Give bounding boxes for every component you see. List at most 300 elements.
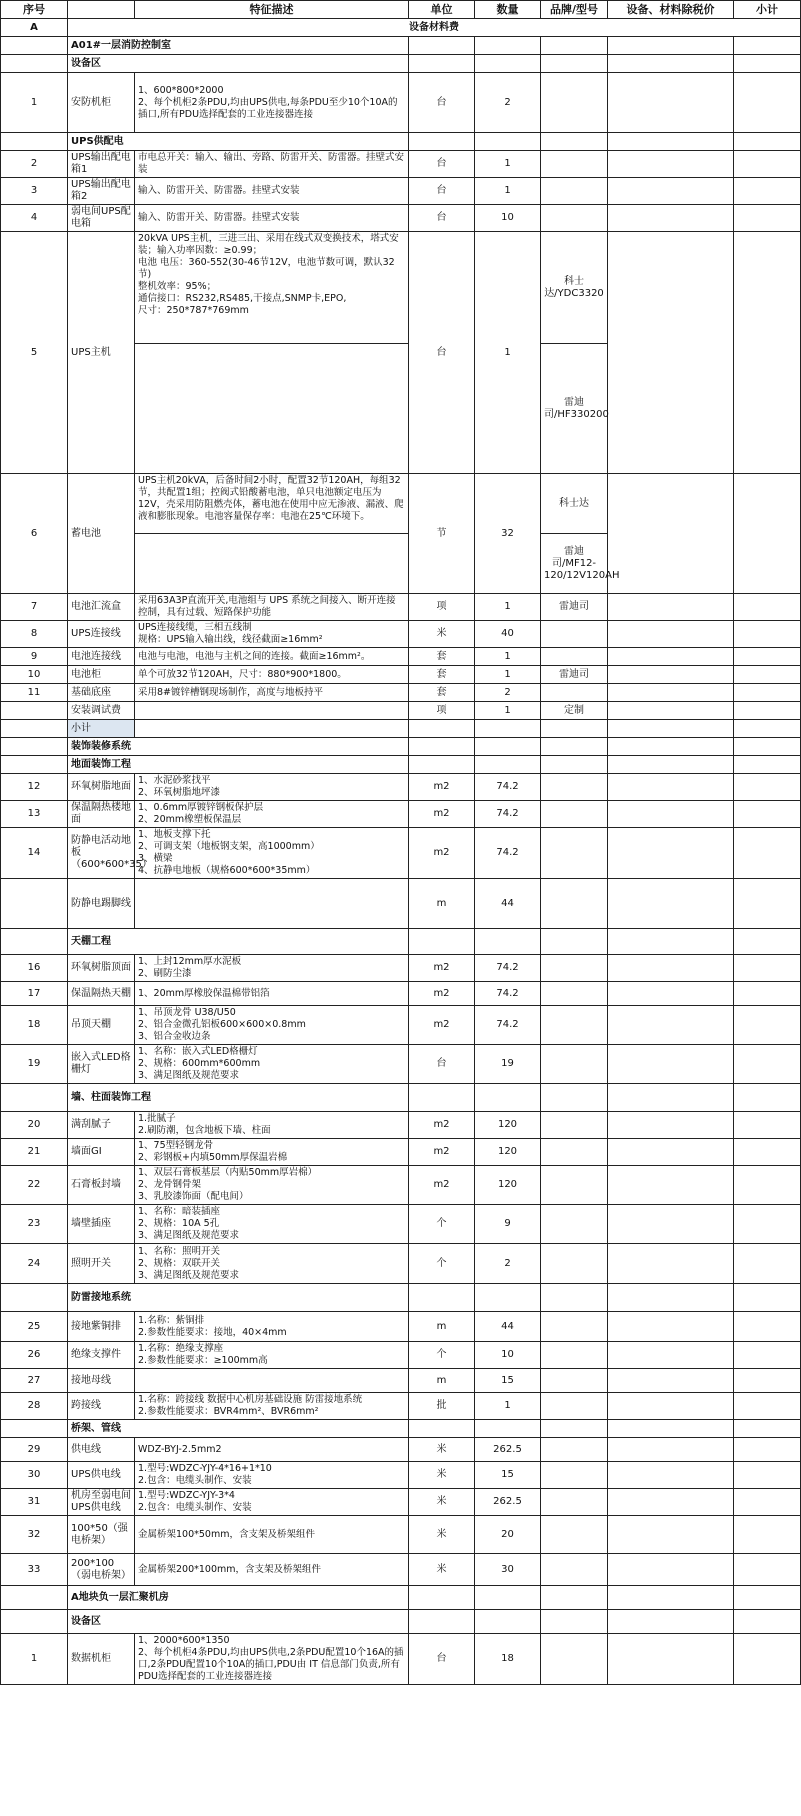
item-qty: 2 <box>475 73 541 133</box>
item-unit: 节 <box>409 474 475 594</box>
group-title: A01#一层消防控制室 <box>68 37 409 55</box>
item-brand <box>541 684 608 702</box>
empty-cell <box>734 929 801 955</box>
empty-cell <box>475 1586 541 1610</box>
item-unit: 米 <box>409 1438 475 1462</box>
item-subtotal <box>734 1045 801 1084</box>
item-qty: 120 <box>475 1139 541 1166</box>
item-qty: 2 <box>475 684 541 702</box>
item-unit: 台 <box>409 151 475 178</box>
item-subtotal <box>734 1342 801 1369</box>
item-unit: 米 <box>409 1489 475 1516</box>
empty-cell <box>409 756 475 774</box>
table-row <box>1 1139 801 1166</box>
item-no: 9 <box>1 648 68 666</box>
item-no: 18 <box>1 1006 68 1045</box>
table-body <box>1 19 801 1685</box>
item-no: 30 <box>1 1462 68 1489</box>
empty-cell <box>608 133 734 151</box>
table-row <box>1 1369 801 1393</box>
item-brand <box>541 151 608 178</box>
group-header-row <box>1 929 801 955</box>
item-brand <box>541 1166 608 1205</box>
item-qty: 74.2 <box>475 955 541 982</box>
item-qty: 74.2 <box>475 774 541 801</box>
item-subtotal <box>734 955 801 982</box>
empty-cell <box>734 1284 801 1312</box>
section-title: 设备材料费 <box>68 19 801 37</box>
group-blank <box>1 1586 68 1610</box>
item-subtotal <box>734 1139 801 1166</box>
item-name: 照明开关 <box>68 1244 135 1284</box>
group-title: 装饰装修系统 <box>68 738 409 756</box>
empty-cell <box>409 1084 475 1112</box>
item-brand <box>541 205 608 232</box>
item-price <box>608 1244 734 1284</box>
item-no: 5 <box>1 232 68 474</box>
item-desc <box>135 1369 409 1393</box>
table-row <box>1 1205 801 1244</box>
empty-cell <box>475 1284 541 1312</box>
item-no: 32 <box>1 1516 68 1554</box>
item-subtotal <box>734 684 801 702</box>
section-row <box>1 19 801 37</box>
empty-cell <box>608 37 734 55</box>
table-row <box>1 474 801 534</box>
item-unit: m2 <box>409 801 475 828</box>
item-price <box>608 232 734 474</box>
table-row <box>1 879 801 929</box>
item-no: 1 <box>1 73 68 133</box>
item-price <box>608 1438 734 1462</box>
item-no: 3 <box>1 178 68 205</box>
item-qty: 120 <box>475 1112 541 1139</box>
item-brand <box>541 1312 608 1342</box>
item-qty: 120 <box>475 1166 541 1205</box>
item-unit: 台 <box>409 1045 475 1084</box>
item-no: 28 <box>1 1393 68 1420</box>
item-qty: 18 <box>475 1634 541 1685</box>
item-desc: 电池与电池，电池与主机之间的连接。截面≥16mm²。 <box>135 648 409 666</box>
empty-cell <box>541 1084 608 1112</box>
item-subtotal <box>734 205 801 232</box>
item-no: 20 <box>1 1112 68 1139</box>
empty-cell <box>541 738 608 756</box>
table-row <box>1 1393 801 1420</box>
item-qty: 262.5 <box>475 1489 541 1516</box>
empty-cell <box>475 37 541 55</box>
item-no: 10 <box>1 666 68 684</box>
item-qty: 19 <box>475 1045 541 1084</box>
table-row <box>1 1489 801 1516</box>
item-no: 24 <box>1 1244 68 1284</box>
item-price <box>608 205 734 232</box>
item-unit: 项 <box>409 594 475 621</box>
item-unit: 个 <box>409 1205 475 1244</box>
item-no: 14 <box>1 828 68 879</box>
item-price <box>608 1393 734 1420</box>
item-qty: 74.2 <box>475 801 541 828</box>
item-no: 22 <box>1 1166 68 1205</box>
empty-cell <box>475 756 541 774</box>
item-no: 12 <box>1 774 68 801</box>
item-subtotal <box>734 648 801 666</box>
table-row <box>1 1166 801 1205</box>
table-row <box>1 205 801 232</box>
item-subtotal <box>734 1393 801 1420</box>
empty-cell <box>734 37 801 55</box>
item-desc: 1、名称：暗装插座 2、规格：10A 5孔 3、满足图纸及规范要求 <box>135 1205 409 1244</box>
item-subtotal <box>734 801 801 828</box>
empty-cell <box>734 1420 801 1438</box>
item-subtotal <box>734 474 801 594</box>
table-row <box>1 1438 801 1462</box>
item-no: 23 <box>1 1205 68 1244</box>
item-subtotal <box>734 594 801 621</box>
item-price <box>608 828 734 879</box>
item-desc: 输入、防雷开关、防雷器。挂壁式安装 <box>135 178 409 205</box>
item-brand <box>541 1244 608 1284</box>
empty-cell <box>409 133 475 151</box>
item-price <box>608 1045 734 1084</box>
table-row <box>1 684 801 702</box>
empty-cell <box>135 720 409 738</box>
item-no: 11 <box>1 684 68 702</box>
item-unit: m2 <box>409 1166 475 1205</box>
empty-cell <box>409 1420 475 1438</box>
group-header-row <box>1 55 801 73</box>
item-desc: WDZ-BYJ-2.5mm2 <box>135 1438 409 1462</box>
table-row <box>1 1045 801 1084</box>
item-desc: 20kVA UPS主机，三进三出、采用在线式双变换技术，塔式安装；输入功率因数：≥0.99； 电池 电压：360-552(30-46节12V，电池节数可调，默认32节) 整机效率：95%； 通信接口：RS232,RS485,干接点,SNMP卡,EPO, 尺寸：250*787*769mm <box>135 232 409 344</box>
group-title: 天棚工程 <box>68 929 409 955</box>
item-desc: 金属桥架100*50mm，含支架及桥架组件 <box>135 1516 409 1554</box>
item-price <box>608 1342 734 1369</box>
item-no: 8 <box>1 621 68 648</box>
item-qty: 40 <box>475 621 541 648</box>
empty-cell <box>475 133 541 151</box>
item-unit: 项 <box>409 702 475 720</box>
item-brand <box>541 1634 608 1685</box>
item-subtotal <box>734 1438 801 1462</box>
item-name: 安防机柜 <box>68 73 135 133</box>
item-unit: 批 <box>409 1393 475 1420</box>
item-price <box>608 879 734 929</box>
table-row <box>1 1244 801 1284</box>
section-no: A <box>1 19 68 37</box>
item-qty: 15 <box>475 1462 541 1489</box>
item-desc: 1.型号:WDZC-YJY-4*16+1*10 2.包含：电缆头制作、安装 <box>135 1462 409 1489</box>
item-qty: 1 <box>475 178 541 205</box>
item-subtotal <box>734 178 801 205</box>
item-desc-continued <box>135 344 409 474</box>
item-subtotal <box>734 1369 801 1393</box>
item-no: 25 <box>1 1312 68 1342</box>
item-qty: 10 <box>475 1342 541 1369</box>
item-subtotal <box>734 1554 801 1586</box>
item-unit: 米 <box>409 621 475 648</box>
empty-cell <box>608 756 734 774</box>
table-row <box>1 1554 801 1586</box>
group-blank <box>1 738 68 756</box>
item-qty: 1 <box>475 594 541 621</box>
item-unit: m2 <box>409 828 475 879</box>
item-price <box>608 1516 734 1554</box>
item-brand: 定制 <box>541 702 608 720</box>
item-unit: 个 <box>409 1342 475 1369</box>
item-price <box>608 1462 734 1489</box>
group-header-row <box>1 1420 801 1438</box>
item-unit: 台 <box>409 1634 475 1685</box>
group-title: 桥架、管线 <box>68 1420 409 1438</box>
item-unit: 台 <box>409 232 475 474</box>
group-header-row <box>1 133 801 151</box>
item-desc: 市电总开关：输入、输出、旁路、防雷开关、防雷器。挂壁式安装 <box>135 151 409 178</box>
item-subtotal <box>734 702 801 720</box>
item-no: 2 <box>1 151 68 178</box>
item-no: 6 <box>1 474 68 594</box>
item-subtotal <box>734 232 801 474</box>
item-brand <box>541 621 608 648</box>
table-row <box>1 774 801 801</box>
item-name: 防静电踢脚线 <box>68 879 135 929</box>
item-name: 防静电活动地板（600*600*35） <box>68 828 135 879</box>
item-desc: 1、0.6mm厚镀锌钢板保护层 2、20mm橡塑板保温层 <box>135 801 409 828</box>
group-header-row <box>1 1084 801 1112</box>
item-price <box>608 684 734 702</box>
subtotal-label: 小计 <box>68 720 135 738</box>
item-qty: 44 <box>475 879 541 929</box>
table-row <box>1 828 801 879</box>
item-name: 200*100（弱电桥架） <box>68 1554 135 1586</box>
table-row <box>1 594 801 621</box>
item-qty: 262.5 <box>475 1438 541 1462</box>
item-desc: 1、2000*600*1350 2、每个机柜4条PDU,均由UPS供电,2条PDU配置10个16A的插口,2条PDU配置10个10A的插口,PDU由 IT 信息部门负责,所有PDU选择配套的工业连接器连接 <box>135 1634 409 1685</box>
item-unit: 台 <box>409 178 475 205</box>
header-qty: 数量 <box>475 1 541 19</box>
item-name: 数据机柜 <box>68 1634 135 1685</box>
item-unit: m2 <box>409 1139 475 1166</box>
item-name: UPS主机 <box>68 232 135 474</box>
item-brand <box>541 1393 608 1420</box>
item-name: 100*50（强电桥架） <box>68 1516 135 1554</box>
item-price <box>608 774 734 801</box>
item-desc: 金属桥架200*100mm，含支架及桥架组件 <box>135 1554 409 1586</box>
item-name: 环氧树脂地面 <box>68 774 135 801</box>
empty-cell <box>608 929 734 955</box>
item-price <box>608 702 734 720</box>
empty-cell <box>608 1420 734 1438</box>
empty-cell <box>734 1586 801 1610</box>
item-unit: 米 <box>409 1516 475 1554</box>
group-title: 防雷接地系统 <box>68 1284 409 1312</box>
group-blank <box>1 1420 68 1438</box>
empty-cell <box>475 1420 541 1438</box>
item-name: 保温隔热天棚 <box>68 982 135 1006</box>
empty-cell <box>475 720 541 738</box>
table-row <box>1 955 801 982</box>
item-name: 环氧树脂顶面 <box>68 955 135 982</box>
item-desc: 1、双层石膏板基层（内贴50mm厚岩棉） 2、龙骨钢骨架 3、乳胶漆饰面（配电间） <box>135 1166 409 1205</box>
item-brand-2: 雷迪司/MF12-120/12V120AH <box>541 534 608 594</box>
group-title: UPS供配电 <box>68 133 409 151</box>
table-row <box>1 702 801 720</box>
empty-cell <box>608 720 734 738</box>
empty-cell <box>409 1586 475 1610</box>
item-price <box>608 666 734 684</box>
item-qty: 9 <box>475 1205 541 1244</box>
item-unit: m2 <box>409 1112 475 1139</box>
item-subtotal <box>734 879 801 929</box>
item-desc: 单个可放32节120AH，尺寸：880*900*1800。 <box>135 666 409 684</box>
item-name: 嵌入式LED格栅灯 <box>68 1045 135 1084</box>
item-brand <box>541 1139 608 1166</box>
item-price <box>608 648 734 666</box>
item-no <box>1 879 68 929</box>
item-qty: 74.2 <box>475 828 541 879</box>
item-name: 墙壁插座 <box>68 1205 135 1244</box>
item-desc: 输入、防雷开关、防雷器。挂壁式安装 <box>135 205 409 232</box>
item-unit: 米 <box>409 1462 475 1489</box>
item-no: 4 <box>1 205 68 232</box>
item-no: 27 <box>1 1369 68 1393</box>
table-row <box>1 648 801 666</box>
header-no: 序号 <box>1 1 68 19</box>
table-row <box>1 1634 801 1685</box>
item-desc: 采用63A3P直流开关,电池组与 UPS 系统之间接入、断开连接控制，具有过载、短路保护功能 <box>135 594 409 621</box>
item-qty: 10 <box>475 205 541 232</box>
empty-cell <box>541 756 608 774</box>
group-blank <box>1 1084 68 1112</box>
item-price <box>608 1139 734 1166</box>
empty-cell <box>608 55 734 73</box>
item-no: 26 <box>1 1342 68 1369</box>
item-desc: 1.型号:WDZC-YJY-3*4 2.包含：电缆头制作、安装 <box>135 1489 409 1516</box>
item-desc: 1、吊顶龙骨 U38/U50 2、铝合金微孔铝板600×600×0.8mm 3、铝合金收边条 <box>135 1006 409 1045</box>
item-no: 29 <box>1 1438 68 1462</box>
item-name: 机房至弱电间UPS供电线 <box>68 1489 135 1516</box>
table-row <box>1 1342 801 1369</box>
empty-cell <box>409 929 475 955</box>
item-unit: 台 <box>409 73 475 133</box>
item-no: 17 <box>1 982 68 1006</box>
item-price <box>608 73 734 133</box>
item-price <box>608 1166 734 1205</box>
item-desc: 1.批腻子 2.刷防潮，包含地板下墙、柱面 <box>135 1112 409 1139</box>
item-brand <box>541 774 608 801</box>
item-brand <box>541 1112 608 1139</box>
empty-cell <box>409 55 475 73</box>
item-price <box>608 955 734 982</box>
item-desc: 1、75型轻钢龙骨 2、彩钢板+内填50mm厚保温岩棉 <box>135 1139 409 1166</box>
item-brand-1: 科士达 <box>541 474 608 534</box>
group-title: 设备区 <box>68 55 409 73</box>
group-blank <box>1 55 68 73</box>
table-row <box>1 151 801 178</box>
item-no: 19 <box>1 1045 68 1084</box>
empty-cell <box>734 55 801 73</box>
item-qty: 1 <box>475 232 541 474</box>
item-name: 石膏板封墙 <box>68 1166 135 1205</box>
empty-cell <box>541 720 608 738</box>
item-qty: 44 <box>475 1312 541 1342</box>
item-brand-2: 雷迪司/HF330200 <box>541 344 608 474</box>
item-brand <box>541 73 608 133</box>
item-qty: 20 <box>475 1516 541 1554</box>
item-desc: 1、名称：照明开关 2、规格：双联开关 3、满足图纸及规范要求 <box>135 1244 409 1284</box>
item-brand <box>541 1045 608 1084</box>
item-subtotal <box>734 151 801 178</box>
item-brand <box>541 955 608 982</box>
group-header-row <box>1 1610 801 1634</box>
item-subtotal <box>734 1516 801 1554</box>
item-brand <box>541 1342 608 1369</box>
table-row <box>1 178 801 205</box>
empty-cell <box>608 1610 734 1634</box>
item-brand <box>541 1462 608 1489</box>
item-price <box>608 178 734 205</box>
item-desc: 1、地板支撑下托 2、可调支架（地板钢支架，高1000mm） 3、横梁 4、抗静电地板（规格600*600*35mm） <box>135 828 409 879</box>
item-desc <box>135 702 409 720</box>
item-unit: m2 <box>409 1006 475 1045</box>
item-name: 跨接线 <box>68 1393 135 1420</box>
table-row <box>1 801 801 828</box>
item-desc <box>135 879 409 929</box>
item-price <box>608 982 734 1006</box>
group-blank <box>1 1284 68 1312</box>
header-brand: 品牌/型号 <box>541 1 608 19</box>
item-name: 安装调试费 <box>68 702 135 720</box>
item-subtotal <box>734 73 801 133</box>
empty-cell <box>734 720 801 738</box>
empty-cell <box>608 1084 734 1112</box>
item-subtotal <box>734 828 801 879</box>
empty-cell <box>608 1586 734 1610</box>
item-unit: 套 <box>409 666 475 684</box>
item-name: 基础底座 <box>68 684 135 702</box>
empty-cell <box>409 37 475 55</box>
item-no: 7 <box>1 594 68 621</box>
item-unit: m2 <box>409 982 475 1006</box>
item-qty: 1 <box>475 648 541 666</box>
item-no: 33 <box>1 1554 68 1586</box>
item-desc-continued <box>135 534 409 594</box>
item-brand <box>541 801 608 828</box>
item-brand <box>541 1489 608 1516</box>
item-unit: 台 <box>409 205 475 232</box>
item-qty: 74.2 <box>475 982 541 1006</box>
item-no: 21 <box>1 1139 68 1166</box>
header-price: 设备、材料除税价 <box>608 1 734 19</box>
empty-cell <box>734 1610 801 1634</box>
empty-cell <box>734 756 801 774</box>
item-qty: 2 <box>475 1244 541 1284</box>
item-desc: 1.名称：紫铜排 2.参数性能要求：接地，40×4mm <box>135 1312 409 1342</box>
item-qty: 15 <box>475 1369 541 1393</box>
item-price <box>608 1112 734 1139</box>
header-name-blank <box>68 1 135 19</box>
item-brand <box>541 828 608 879</box>
group-blank <box>1 1610 68 1634</box>
empty-cell <box>475 1610 541 1634</box>
item-no <box>1 702 68 720</box>
group-title: 设备区 <box>68 1610 409 1634</box>
item-subtotal <box>734 774 801 801</box>
item-name: 保温隔热楼地面 <box>68 801 135 828</box>
header-desc: 特征描述 <box>135 1 409 19</box>
item-subtotal <box>734 1244 801 1284</box>
table-row <box>1 1312 801 1342</box>
